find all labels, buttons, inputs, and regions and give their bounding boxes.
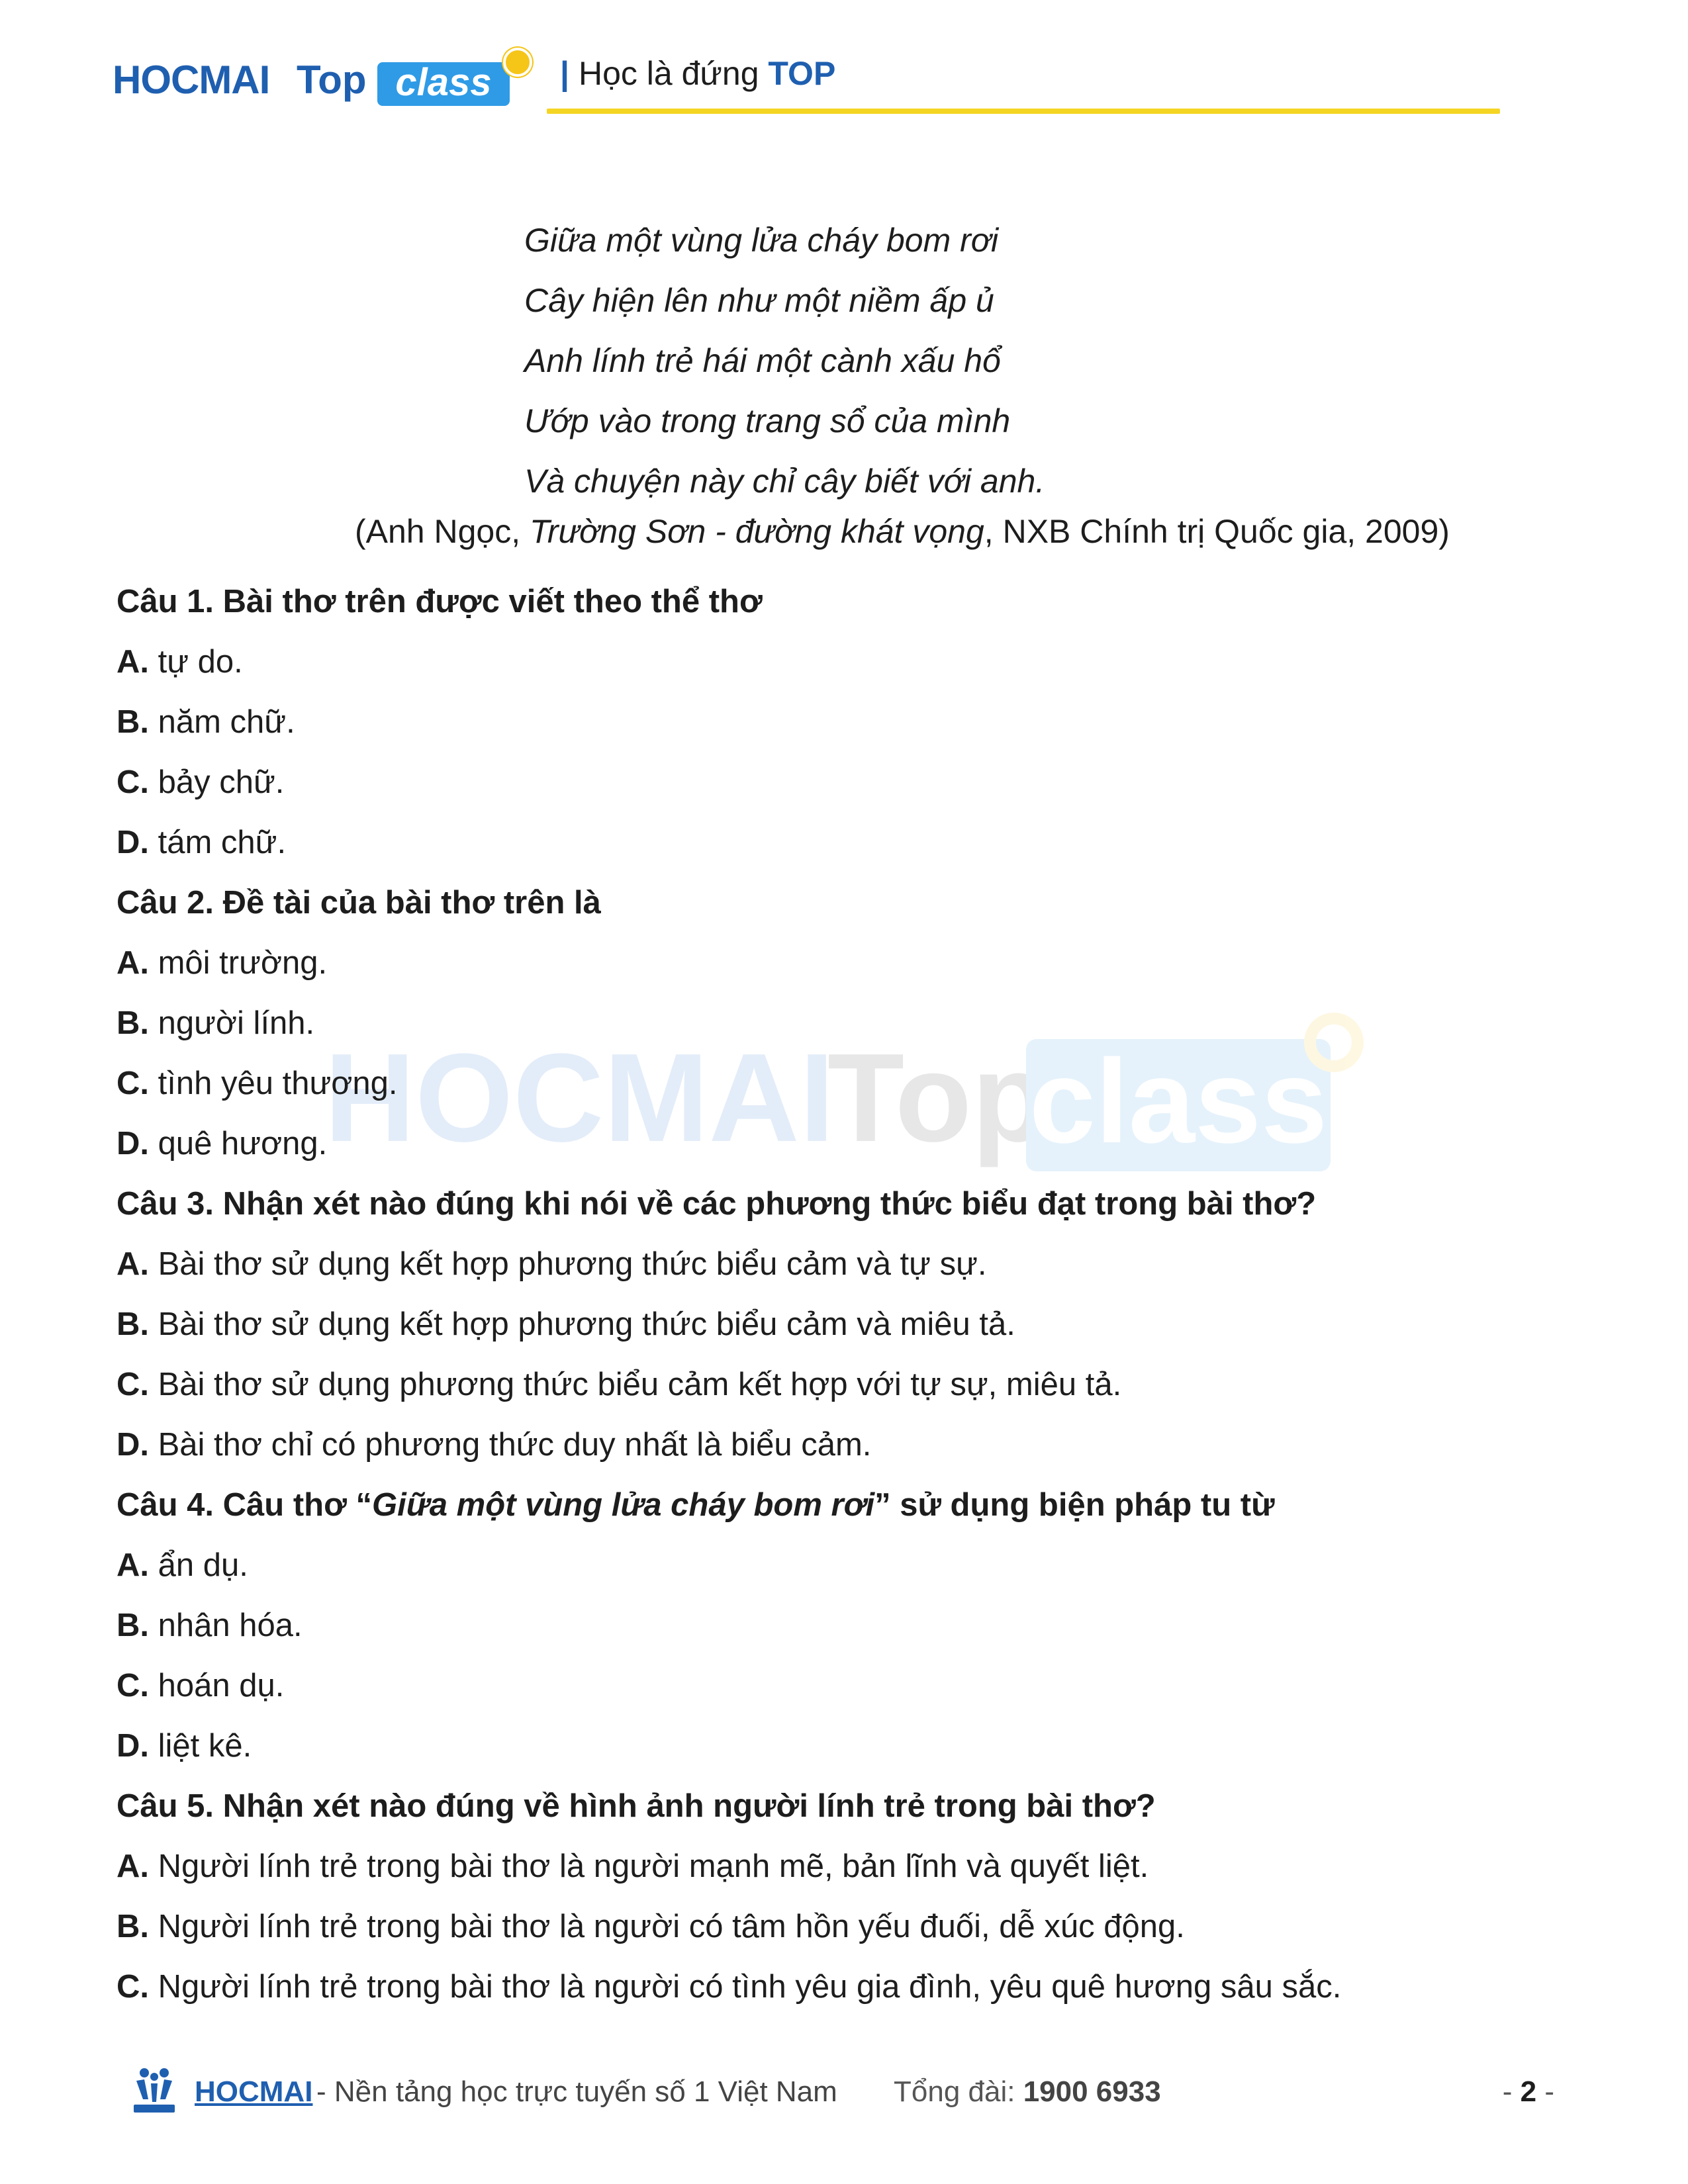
question-2: Câu 2. Đề tài của bài thơ trên là (117, 885, 601, 921)
footer-description: - Nền tảng học trực tuyến số 1 Việt Nam (316, 2075, 837, 2108)
footer-hotline: Tổng đài: 1900 6933 (894, 2075, 1161, 2108)
question-2-option-a: A. môi trường. (117, 945, 328, 981)
question-1-option-c: C. bảy chữ. (117, 764, 285, 800)
question-2-option-d: D. quê hương. (117, 1126, 328, 1161)
watermark-hocmai: HOCMAI (324, 1028, 835, 1168)
question-3: Câu 3. Nhận xét nào đúng khi nói về các phương thức biểu đạt trong bài thơ? (117, 1186, 1317, 1222)
slogan-divider: | (560, 55, 569, 92)
header-slogan (560, 54, 835, 93)
question-3-option-b: B. Bài thơ sử dụng kết hợp phương thức biểu cảm và miêu tả. (117, 1306, 1015, 1342)
question-2-option-b: B. người lính. (117, 1005, 315, 1041)
poem-line: Ướp vào trong trang sổ của mình (524, 402, 1011, 439)
question-1: Câu 1. Bài thơ trên được viết theo thể thơ (117, 584, 763, 619)
question-4-option-a: A. ẩn dụ. (117, 1547, 248, 1583)
poem-line: Anh lính trẻ hái một cành xấu hổ (524, 342, 1001, 379)
question-1-option-b: B. năm chữ. (117, 704, 295, 740)
question-4-option-c: C. hoán dụ. (117, 1668, 285, 1704)
question-5-option-b: B. Người lính trẻ trong bài thơ là người có tâm hồn yếu đuối, dễ xúc động. (117, 1909, 1185, 1944)
question-1-option-d: D. tám chữ. (117, 825, 287, 860)
source-suffix: , NXB Chính trị Quốc gia, 2009) (984, 513, 1450, 550)
page-number: - 2 - (1502, 2075, 1554, 2108)
poem-line: Giữa một vùng lửa cháy bom rơi (524, 222, 999, 259)
question-list (117, 572, 1586, 2017)
poem-line: Và chuyện này chỉ cây biết với anh. (524, 463, 1045, 500)
question-3-option-d: D. Bài thơ chỉ có phương thức duy nhất là biểu cảm. (117, 1427, 872, 1463)
logo-hocmai-text: HOCMAI (113, 58, 270, 102)
poem-line: Cây hiện lên như một niềm ấp ủ (524, 282, 994, 319)
question-5-option-c: C. Người lính trẻ trong bài thơ là người có tình yêu gia đình, yêu quê hương sâu sắc. (117, 1969, 1342, 2005)
header-divider-line (547, 109, 1500, 114)
slogan-top: TOP (768, 55, 836, 92)
poem-excerpt (524, 210, 1045, 512)
footer-brand-link[interactable]: HOCMAI (195, 2075, 313, 2108)
logo-star-icon (503, 48, 532, 77)
poem-source (355, 512, 1450, 551)
slogan-text: Học là đứng (579, 55, 759, 92)
watermark-class: class (1026, 1039, 1331, 1171)
watermark-top: Top (827, 1028, 1049, 1168)
logo-class-text: class (377, 62, 510, 106)
question-3-option-a: A. Bài thơ sử dụng kết hợp phương thức biểu cảm và tự sự. (117, 1246, 987, 1282)
source-prefix: (Anh Ngọc, (355, 513, 530, 550)
question-4-option-d: D. liệt kê. (117, 1728, 252, 1764)
logo-top-text: Top (297, 58, 367, 102)
hocmai-people-icon (131, 2066, 177, 2115)
question-4-option-b: B. nhân hóa. (117, 1608, 303, 1643)
question-2-option-c: C. tình yêu thương. (117, 1066, 398, 1101)
question-5: Câu 5. Nhận xét nào đúng về hình ảnh người lính trẻ trong bài thơ? (117, 1788, 1156, 1824)
question-4: Câu 4. Câu thơ “Giữa một vùng lửa cháy bom rơi” sử dụng biện pháp tu từ (117, 1487, 1275, 1523)
question-3-option-c: C. Bài thơ sử dụng phương thức biểu cảm kết hợp với tự sự, miêu tả. (117, 1367, 1122, 1402)
question-1-option-a: A. tự do. (117, 644, 243, 680)
source-title: Trường Sơn - đường khát vọng (530, 513, 984, 550)
question-5-option-a: A. Người lính trẻ trong bài thơ là người mạnh mẽ, bản lĩnh và quyết liệt. (117, 1848, 1149, 1884)
page-footer (131, 2066, 1554, 2119)
